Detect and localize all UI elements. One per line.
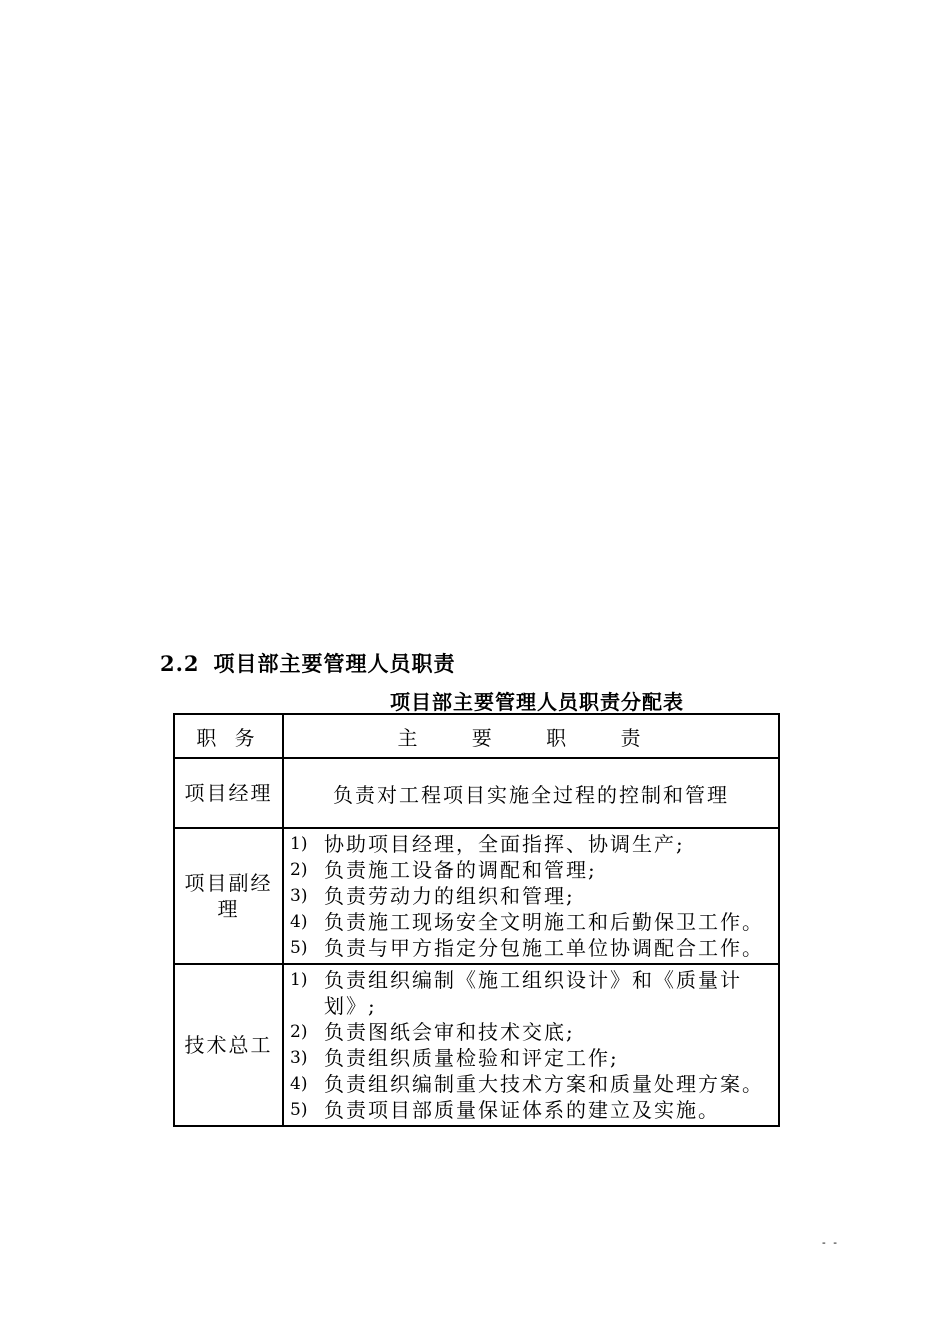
item-text: 负责劳动力的组织和管理; — [324, 884, 575, 908]
item-number: 4) — [290, 1074, 308, 1094]
item-text: 负责施工现场安全文明施工和后勤保卫工作。 — [324, 910, 764, 934]
item-number: 5) — [290, 1100, 308, 1120]
item-number: 1) — [290, 834, 308, 854]
duty-list — [284, 829, 778, 963]
item-text: 协助项目经理，全面指挥、协调生产; — [324, 832, 685, 856]
item-number: 4) — [290, 912, 308, 932]
list-item — [290, 857, 774, 883]
item-text: 负责组织编制重大技术方案和质量处理方案。 — [324, 1072, 764, 1096]
duty-cell — [283, 828, 779, 964]
list-item — [290, 883, 774, 909]
list-item — [290, 1097, 774, 1123]
item-text: 负责组织质量检验和评定工作; — [324, 1046, 619, 1070]
list-item — [290, 1071, 774, 1097]
list-item — [290, 967, 774, 1019]
item-text: 负责施工设备的调配和管理; — [324, 858, 597, 882]
list-item — [290, 909, 774, 935]
item-number: 3) — [290, 1048, 308, 1068]
item-text: 负责组织编制《施工组织设计》和《质量计划》; — [324, 968, 742, 1018]
section-title: 项目部主要管理人员职责 — [213, 651, 456, 676]
item-number: 2) — [290, 860, 308, 880]
role-cell: 项目副经理 — [174, 828, 283, 964]
duties-table — [173, 713, 780, 1127]
item-text: 负责与甲方指定分包施工单位协调配合工作。 — [324, 936, 764, 960]
list-item — [290, 935, 774, 961]
role-cell: 项目经理 — [174, 758, 283, 828]
item-text: 负责图纸会审和技术交底; — [324, 1020, 575, 1044]
item-number: 5) — [290, 938, 308, 958]
table-row — [174, 828, 779, 964]
table-row — [174, 758, 779, 828]
table-header-row — [174, 714, 779, 758]
table-row — [174, 964, 779, 1126]
page-number-marker: - - — [822, 1236, 839, 1249]
section-heading — [160, 648, 456, 678]
section-number: 2.2 — [160, 651, 200, 676]
table-title: 项目部主要管理人员职责分配表 — [390, 690, 684, 714]
duty-cell — [283, 964, 779, 1126]
item-number: 2) — [290, 1022, 308, 1042]
list-item — [290, 831, 774, 857]
list-item — [290, 1045, 774, 1071]
duty-cell: 负责对工程项目实施全过程的控制和管理 — [283, 758, 779, 828]
item-text: 负责项目部质量保证体系的建立及实施。 — [324, 1098, 720, 1122]
list-item — [290, 1019, 774, 1045]
item-number: 3) — [290, 886, 308, 906]
duty-list — [284, 965, 778, 1125]
header-duties: 主 要 职 责 — [283, 714, 779, 758]
header-role: 职 务 — [174, 714, 283, 758]
item-number: 1) — [290, 970, 308, 990]
role-cell: 技术总工 — [174, 964, 283, 1126]
